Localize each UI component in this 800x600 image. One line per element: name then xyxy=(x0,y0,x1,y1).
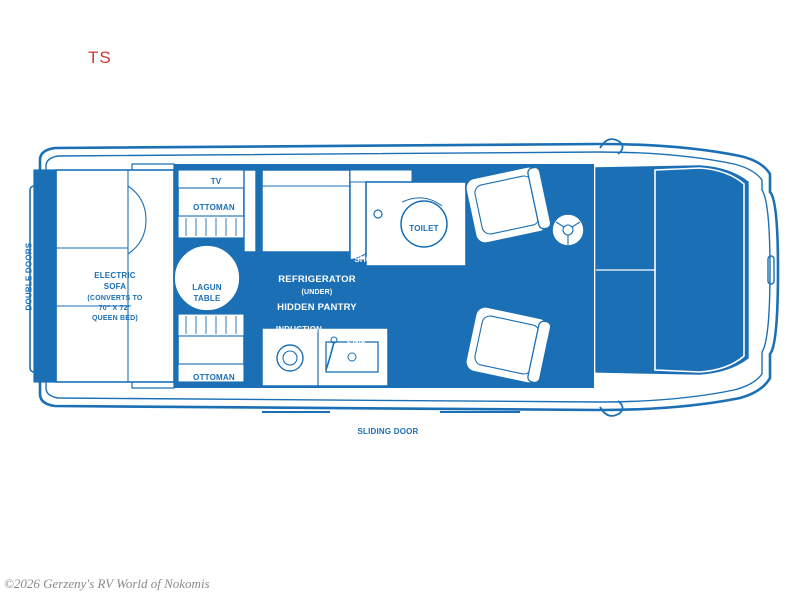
label-hidden-pantry: HIDDEN PANTRY xyxy=(277,302,357,313)
label-sink: SINK xyxy=(347,339,367,348)
door-handle xyxy=(768,256,774,284)
label-refrigerator: REFRIGERATOR xyxy=(278,274,356,285)
ottoman-bottom xyxy=(178,314,244,382)
label-double-doors: DOUBLE DOORS xyxy=(24,242,34,311)
toilet-pod xyxy=(366,182,466,266)
label-microwave-note: (ABOVE) xyxy=(296,219,328,226)
label-sliding-door: SLIDING DOOR xyxy=(357,427,419,436)
label-induction-stove-line1: INDUCTION xyxy=(275,325,323,334)
label-tv: TV xyxy=(210,177,222,186)
induction-stove-burner xyxy=(277,345,303,371)
label-microwave: MICROWAVE xyxy=(281,204,343,215)
label-ottoman-bottom: OTTOMAN xyxy=(193,373,235,382)
label-sofa-note-line2: 70" X 72" xyxy=(98,305,132,312)
floorplan-drawing xyxy=(0,130,800,460)
copyright-notice: ©2026 Gerzeny's RV World of Nokomis xyxy=(4,576,210,591)
label-shower: SHOWER xyxy=(354,255,392,264)
label-ottoman-top: OTTOMAN xyxy=(193,203,235,212)
sink-basin xyxy=(326,337,378,372)
label-electric-sofa-line1: ELECTRIC xyxy=(94,271,136,280)
galley-counter xyxy=(262,170,350,252)
steering-wheel xyxy=(552,214,584,246)
label-induction-stove-line2: STOVE xyxy=(285,336,313,345)
label-lagun-table-line2: TABLE xyxy=(193,294,221,303)
label-refrigerator-note: (UNDER) xyxy=(301,289,333,296)
page-title: TS xyxy=(88,48,112,67)
van-front-hood xyxy=(596,166,748,374)
label-electric-sofa-line2: SOFA xyxy=(103,282,127,291)
lagun-table xyxy=(174,245,240,311)
label-sofa-note-line1: (CONVERTS TO xyxy=(87,295,143,302)
label-toilet: TOILET xyxy=(409,224,439,233)
label-sofa-note-line3: QUEEN BED) xyxy=(92,315,138,322)
ottoman-top xyxy=(178,170,244,238)
label-lagun-table-line1: LAGUN xyxy=(192,283,222,292)
side-mirror-bottom xyxy=(600,401,623,416)
electric-sofa xyxy=(34,170,174,382)
tv-panel xyxy=(244,170,256,252)
